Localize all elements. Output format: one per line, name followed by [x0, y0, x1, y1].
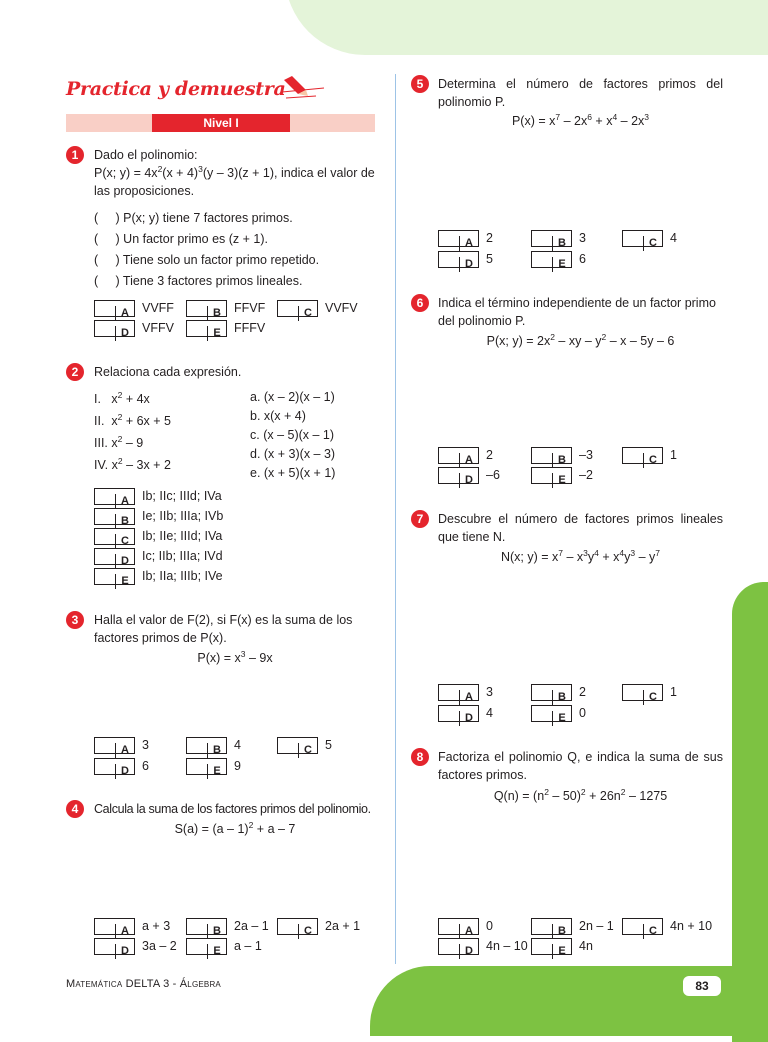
page-title: Practica y demuestra [66, 78, 286, 100]
option-d[interactable]: D 3a – 2 [94, 938, 177, 955]
question-line: polinomio P. [438, 95, 506, 109]
option-e[interactable]: E 9 [186, 758, 241, 775]
question-text [438, 294, 723, 330]
option-a[interactable]: A VVFF [94, 300, 174, 317]
question-number: 4 [66, 800, 84, 818]
option-text: 9 [234, 759, 241, 773]
option-a[interactable]: A Ib; IIc; IIId; IVa [94, 488, 222, 505]
question-text [94, 146, 376, 200]
expression: III. $x^2 - 9$ [94, 433, 144, 450]
option-text: Ic; IIb; IIIa; IVd [142, 549, 223, 563]
option-text: 4n – 10 [486, 939, 528, 953]
option-text: FFVF [234, 301, 266, 315]
option-text: –6 [486, 468, 500, 482]
page-number: 83 [683, 976, 721, 996]
option-e[interactable]: E a – 1 [186, 938, 262, 955]
formula: P(x; $y) = 2x^2$ – xy – $y^2$ – x – 5y – 6 [486, 331, 675, 348]
question-line: factores primos de P(x). [94, 631, 227, 645]
option-d[interactable]: D 4n – 10 [438, 938, 528, 955]
option-text: VFFV [142, 321, 174, 335]
option-b[interactable]: B 2n – 1 [531, 918, 614, 935]
option-text: 3 [579, 231, 586, 245]
formula: $P(x) = x^3 - 9x$ [197, 648, 273, 665]
option-c[interactable]: C 2a + 1 [277, 918, 360, 935]
option-text: 5 [486, 252, 493, 266]
option-text: 3 [142, 738, 149, 752]
option-b[interactable]: B –3 [531, 447, 593, 464]
expression: I. $x^2 + 4x$ [94, 389, 150, 406]
proposition: ( ) Tiene 3 factores primos lineales. [94, 274, 303, 288]
column-divider [395, 74, 396, 964]
question-line: Indica el término independiente de un factor primo [438, 296, 716, 310]
option-e[interactable]: E Ib; IIa; IIIb; IVe [94, 568, 223, 585]
option-text: 6 [579, 252, 586, 266]
option-a[interactable]: A 3 [94, 737, 149, 754]
question-line: factores primos. [438, 768, 527, 782]
option-c[interactable]: C 5 [277, 737, 332, 754]
option-text: 3a – 2 [142, 939, 177, 953]
option-d[interactable]: D 6 [94, 758, 149, 775]
top-decoration [285, 0, 768, 55]
option-a[interactable]: A a + 3 [94, 918, 170, 935]
option-a[interactable]: A 3 [438, 684, 493, 701]
factor-list [250, 388, 335, 483]
option-text: 6 [142, 759, 149, 773]
question-text [438, 75, 723, 111]
option-e[interactable]: E 4n [531, 938, 593, 955]
factor: d. (x + 3)(x – 3) [250, 447, 336, 461]
option-text: 5 [325, 738, 332, 752]
factor: b. x(x + 4) [250, 409, 306, 423]
formula: S(a) = (a – 1)$^2$ + a – 7 [174, 819, 296, 836]
question-number: 7 [411, 510, 429, 528]
option-e[interactable]: E FFFV [186, 320, 265, 337]
question-line: que tiene N. [438, 530, 506, 544]
option-c[interactable]: C 1 [622, 447, 677, 464]
footer-book-title: Matemática DELTA 3 - Álgebra [66, 978, 221, 990]
question-number: 1 [66, 146, 84, 164]
question-formula-line: P(x; $y) = 4x^2(x + 4)^3(y - 3)(z + 1)$, indica el valor de [94, 163, 375, 180]
option-b[interactable]: B 4 [186, 737, 241, 754]
option-e[interactable]: E 6 [531, 251, 586, 268]
option-text: Ib; IIc; IIId; IVa [142, 489, 222, 503]
option-text: 2a – 1 [234, 919, 269, 933]
option-c[interactable]: C VVFV [277, 300, 358, 317]
option-text: 4 [234, 738, 241, 752]
factor: e. (x + 5)(x + 1) [250, 466, 336, 480]
pencil-icon [276, 74, 326, 104]
level-label: Nivel I [152, 114, 290, 132]
option-text: VVFV [325, 301, 358, 315]
expression-list [94, 388, 171, 476]
option-text: a – 1 [234, 939, 262, 953]
question-line: Descubre el número de factores primos lineales [438, 512, 723, 526]
option-text: 4n [579, 939, 593, 953]
option-text: 4 [670, 231, 677, 245]
option-text: a + 3 [142, 919, 171, 933]
question-line: Factoriza el polinomio Q, e indica la suma de sus [438, 750, 723, 764]
formula: $P(x) = x^7 - 2x^6 + x^4 - 2x^3$ [511, 111, 650, 128]
option-text: –3 [579, 448, 593, 462]
option-d[interactable]: D Ic; IIb; IIIa; IVd [94, 548, 223, 565]
option-text: 2n – 1 [579, 919, 614, 933]
option-text: –2 [579, 468, 593, 482]
proposition: ( ) Tiene solo un factor primo repetido. [94, 253, 320, 267]
question-line: Determina el número de factores primos del [438, 77, 723, 91]
option-b[interactable]: B FFVF [186, 300, 265, 317]
proposition: ( ) Un factor primo es (z + 1). [94, 232, 268, 246]
expression: IV. $x^2 - 3x + 2$ [94, 455, 171, 472]
option-text: Ib; IIe; IIId; IVa [142, 529, 223, 543]
question-number: 6 [411, 294, 429, 312]
option-b[interactable]: B 2a – 1 [186, 918, 269, 935]
question-number: 8 [411, 748, 429, 766]
question-text [438, 748, 723, 784]
option-a[interactable]: A 2 [438, 230, 493, 247]
question-line: Halla el valor de F(2), si F(x) es la suma de los [94, 613, 353, 627]
option-text: 4n + 10 [670, 919, 713, 933]
option-text: 2 [579, 685, 586, 699]
option-a[interactable]: A 2 [438, 447, 493, 464]
question-text [94, 611, 376, 647]
option-text: 0 [579, 706, 586, 720]
proposition-list [94, 208, 319, 292]
option-text: VVFF [142, 301, 174, 315]
option-d[interactable]: D –6 [438, 467, 500, 484]
option-c[interactable]: C 4 [622, 230, 677, 247]
option-b[interactable]: B 3 [531, 230, 586, 247]
formula: N(x; $y) = x^7 - x^3y^4 + x^4y^3 - y^7$ [500, 547, 660, 564]
question-text: Calcula la suma de los factores primos del polinomio. [94, 802, 371, 816]
option-text: 2a + 1 [325, 919, 361, 933]
question-number: 2 [66, 363, 84, 381]
question-line: las proposiciones. [94, 184, 195, 198]
formula: $Q(n) = (n^2 - 50)^2 + 26n^2 - 1275$ [493, 786, 668, 803]
option-text: Ie; IIb; IIIa; IVb [142, 509, 224, 523]
option-text: 0 [486, 919, 493, 933]
option-text: 1 [670, 448, 677, 462]
expression: II. $x^2 + 6x + 5$ [94, 411, 172, 428]
question-number: 5 [411, 75, 429, 93]
proposition: ( ) P(x; y) tiene 7 factores primos. [94, 211, 293, 225]
option-d[interactable]: D 4 [438, 705, 493, 722]
question-line: Dado el polinomio: [94, 148, 198, 162]
option-b[interactable]: B 2 [531, 684, 586, 701]
option-d[interactable]: D VFFV [94, 320, 174, 337]
option-text: 2 [486, 448, 493, 462]
factor: c. (x – 5)(x – 1) [250, 428, 335, 442]
option-text: Ib; IIa; IIIb; IVe [142, 569, 223, 583]
option-c[interactable]: C 1 [622, 684, 677, 701]
option-e[interactable]: E 0 [531, 705, 586, 722]
option-text: 3 [486, 685, 493, 699]
question-number: 3 [66, 611, 84, 629]
option-c[interactable]: C Ib; IIe; IIId; IVa [94, 528, 222, 545]
option-text: 1 [670, 685, 677, 699]
option-c[interactable]: C 4n + 10 [622, 918, 712, 935]
option-e[interactable]: E –2 [531, 467, 593, 484]
option-text: 2 [486, 231, 493, 245]
factor: a. (x – 2)(x – 1) [250, 390, 335, 404]
question-text [438, 510, 723, 546]
option-d[interactable]: D 5 [438, 251, 493, 268]
option-text: FFFV [234, 321, 266, 335]
option-a[interactable]: A 0 [438, 918, 493, 935]
question-line: del polinomio P. [438, 314, 526, 328]
option-text: 4 [486, 706, 493, 720]
question-text: Relaciona cada expresión. [94, 365, 242, 379]
option-b[interactable]: B Ie; IIb; IIIa; IVb [94, 508, 223, 525]
